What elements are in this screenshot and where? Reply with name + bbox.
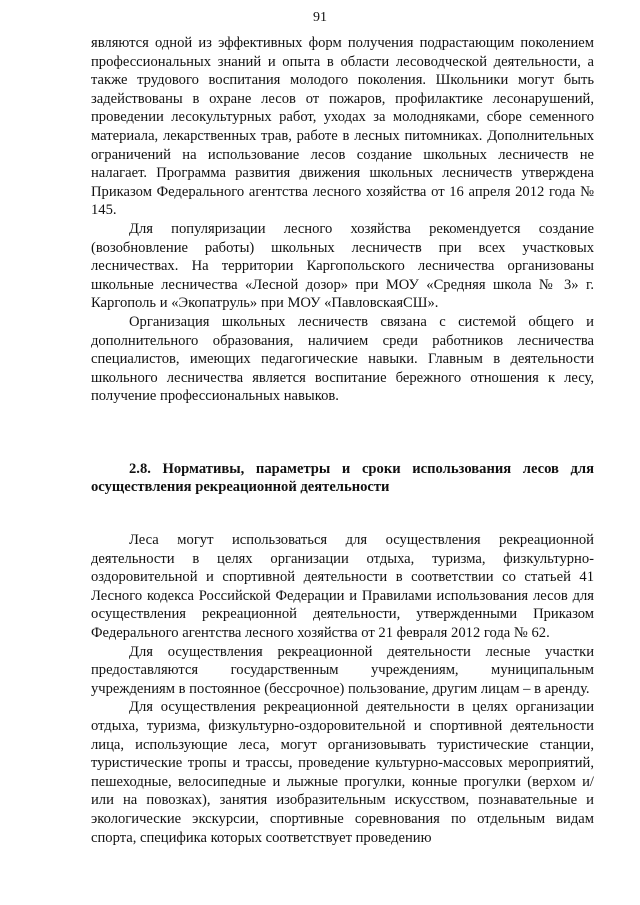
paragraph-organization: Организация школьных лесничеств связана с системой общего и дополнительного образования, наличием среди работников лесничества специалистов, имеющих педагогические навыки. Главным в деятельности школьного лесничества является воспитание бережного отношения к лесу, получение профессиональных навыков. xyxy=(91,313,594,405)
paragraph-school-forestry-continued: являются одной из эффективных форм получения подрастающим поколением профессиональных знаний и опыта в области лесоводческой деятельности, а также трудового воспитания молодого поколения. Школьники могут быть задействованы в охране лесов от пожаров, профилактике лесонарушений, проведении лесокультурных работ, уходах за молодняками, сборе семенного материала, лекарственных трав, работе в лесных питомниках. Дополнительных ограничений на использование лесов создание школьных лесничеств не налагает. Программа развития движения школьных лесничеств утверждена Приказом Федерального агентства лесного хозяйства от 16 апреля 2012 года № 145. xyxy=(91,35,594,219)
paragraph-popularization: Для популяризации лесного хозяйства рекомендуется создание (возобновление работы) школьных лесничеств при всех участковых лесничествах. На территории Каргопольского лесничества организованы школьные лесничества «Лесной дозор» при МОУ «Средняя школа № 3» г. Каргополь и «Экопатруль» при МОУ «ПавловскаяСШ». xyxy=(91,220,594,312)
paragraph-recreation-use: Леса могут использоваться для осуществления рекреационной деятельности в целях организации отдыха, туризма, физкультурно-оздоровительной и спортивной деятельности в соответствии со статьей 41 Лесного кодекса Российской Федерации и Правилами использования лесов для осуществления рекреационной деятельности, утвержденными Приказом Федерального агентства лесного хозяйства от 21 февраля 2012 года № 62. xyxy=(91,532,594,642)
paragraph-land-provision: Для осуществления рекреационной деятельности лесные участки предоставляются государственным учреждениям, муниципальным учреждениям в постоянное (бессрочное) пользование, другим лицам – в аренду. xyxy=(91,643,594,697)
page-content xyxy=(91,34,594,847)
paragraph-recreation-activities: Для осуществления рекреационной деятельности в целях организации отдыха, туризма, физкультурно-оздоровительной и спортивной деятельности лица, использующие леса, могут организовывать туристические станции, туристические тропы и трассы, проведение культурно-массовых мероприятий, пешеходные, велосипедные и лыжные прогулки, конные прогулки (верхом и/или на повозках), занятия изобразительным искусством, познавательные и экологические экскурсии, спортивные соревнования по отдельным видам спорта, специфика которых соответствует проведению xyxy=(91,699,594,846)
section-heading-2-8: 2.8. Нормативы, параметры и сроки использования лесов для осуществления рекреационной деятельности xyxy=(91,460,594,496)
page-number: 91 xyxy=(313,10,327,25)
